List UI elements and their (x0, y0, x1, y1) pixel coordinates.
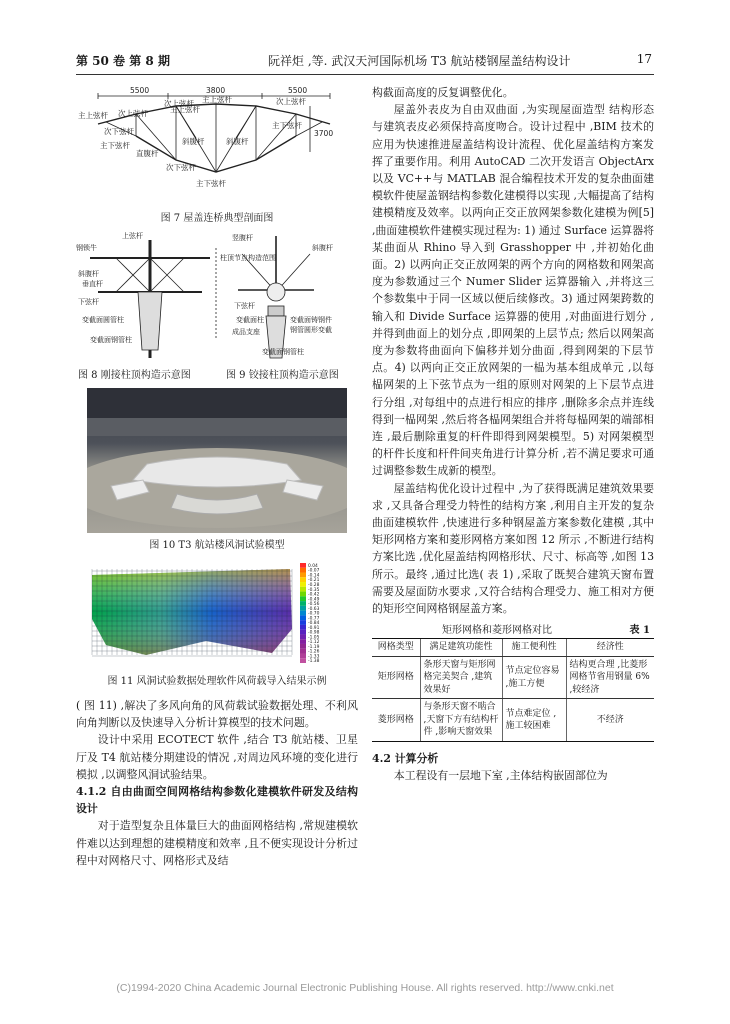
paragraph: 本工程设有一层地下室 ,主体结构嵌固部位为 (393, 769, 608, 782)
left-column (76, 84, 358, 869)
legend-swatch (300, 582, 306, 587)
wind-load-heatmap (86, 557, 330, 669)
paragraph: 屋盖结构优化设计过程中 ,为了获得既满足建筑效果要求 ,又具备合理受力特性的结构方案 ,利用自主开发的复杂曲面建模软件 ,快速进行多种钢屋盖方案参数化建模 ,其中矩形网格方案和菱形网格方案如图 12 所示 ,不断进行结构方案比选 ,优化屋盖结构网格形状、尺寸、标高等 ,如图 13 所示。最终 ,通过比选( 表 1) ,采取了既契合建筑天窗布置需要及屋面防水要求 ,又符合结构合理受力、施工相对方便的矩形空间网格钢屋盖方案。 (372, 481, 654, 616)
legend-swatch (300, 596, 306, 601)
legend-swatch (300, 587, 306, 592)
table-header-cell: 施工便利性 (502, 639, 566, 657)
fig9-label: 下弦杆 (234, 302, 255, 310)
figure-11-caption: 图 11 风洞试验数据处理软件风荷载导入结果示例 (107, 676, 327, 687)
fig8-label: 上弦杆 (122, 232, 143, 240)
legend-value: -0.14 (308, 573, 320, 579)
table-header-cell: 满足建筑功能性 (420, 639, 502, 657)
section-heading-4-2: 4.2 计算分析 (372, 751, 439, 765)
section-heading-4-1-2: 4.1.2 自由曲面空间网格结构参数化建模软件研发及结构设计 (76, 785, 358, 816)
table-cell: 条形天窗与矩形网格完美契合 ,建筑效果好 (420, 656, 502, 699)
legend-value: -1.12 (308, 640, 320, 646)
legend-swatch (300, 568, 306, 573)
fig8-label: 垂直杆 (82, 280, 103, 288)
legend-swatch (300, 653, 306, 658)
fig8-vertical-label: 柱顶节点构造范围 (220, 254, 276, 262)
legend-value: -1.19 (308, 644, 320, 650)
legend-swatch (300, 563, 306, 568)
fig7-label: 斜腹杆 (226, 137, 249, 146)
fig7-label: 斜腹杆 (182, 137, 205, 146)
legend-swatch (300, 611, 306, 616)
legend-value: -0.28 (308, 583, 320, 589)
fig7-dim-3: 5500 (288, 86, 308, 95)
legend-swatch (300, 630, 306, 635)
legend-value: -0.63 (308, 606, 320, 612)
fig9-label: 斜腹杆 (312, 244, 333, 252)
fig7-label: 主下弦杆 (100, 141, 130, 150)
right-body-text (372, 84, 654, 617)
section-4-2 (372, 750, 654, 784)
legend-swatch (300, 577, 306, 582)
legend-swatch (300, 573, 306, 578)
fig9-label: 变截面钢管柱 (262, 348, 304, 356)
legend-swatch (300, 649, 306, 654)
legend-swatch (300, 634, 306, 639)
table-cell: 菱形网格 (372, 699, 420, 742)
fig9-label: 变截面柱 (236, 316, 264, 324)
fig7-dim-2: 3800 (206, 86, 226, 95)
fig7-label: 次下弦杆 (166, 163, 196, 172)
table-row (372, 656, 654, 699)
legend-value: -0.70 (308, 611, 320, 617)
figure-7-caption: 图 7 屋盖连桥典型剖面图 (160, 213, 274, 224)
legend-value: -0.49 (308, 597, 320, 603)
paragraph: 屋盖外表皮为自由双曲面 ,为实现屋面造型 结构形态与建筑表皮必须保持高度吻合。设计过程中 ,BIM 技术的应用为快速推进屋盖结构设计流程、优化屋盖结构方案发挥了重要作用。利用 AutoCAD 二次开发语言 ObjectArx 以及 VC++与 MATLAB 混合编程技术开发的复杂曲面建模软件使屋盖钢结构参数化建模得以实现 ,大幅提高了结构建模精度及效率。以两向正交正放网架参数化建模为例[5] ,曲面建模软件建模实现过程为: 1) 通过 Surface 运算器将某曲面从 Rhino 导入到 Grasshopper 中 ,并初始化曲面。2) 以两向正交正放网架的两个方向的网格数和网架高度为参数通过三个 Numer Slider 运算器输入 ,并将这三个参数集中于同一区域以便后续修改。3) 通过网架跨数的输入和 Divide Surface 运算器的使用 ,对曲面进行划分 ,并得到曲面上的划分点 ,即网架的上层节点; 然后以网架高度为参数将曲面向下偏移并划分曲面 ,得到网架的下层节点。4) 以两向正交正放网架的一榀为基本组成单元 ,以每榀网架的上下弦节点为一组的原则对网架的上下层节点进行分组 ,对每组中的点进行相应的排序 ,删除多余点并连线得到一榀网架 ,然后将各榀网架组合并将每榀网架的端部相连 ,最后删除重复的杆件即得到网架模型。5) 对网架模型的杆件长度和杆件间夹角进行计算分析 ,若不满足要求可通过调整参数生成新的模型。 (372, 103, 654, 478)
fig9-label: 成品支座 (232, 328, 260, 336)
fig8-label: 斜腹杆 (78, 270, 99, 278)
fig7-label: 次上弦杆 (164, 99, 194, 108)
table-title: 矩形网格和菱形网格对比 (442, 625, 552, 637)
table-header-cell: 经济性 (566, 639, 654, 657)
legend-value: -1.38 (308, 659, 320, 665)
left-body-text (76, 697, 358, 869)
fig7-height-dim: 3700 (314, 129, 334, 138)
table-cell: 不经济 (566, 699, 654, 742)
table-cell: 节点定位容易 ,施工方便 (502, 656, 566, 699)
legend-value: -0.91 (308, 625, 320, 631)
table-number: 表 1 (629, 625, 650, 637)
bridge-section-drawing (76, 84, 358, 202)
fig7-label: 次下弦杆 (104, 127, 134, 136)
legend-swatch (300, 615, 306, 620)
legend-swatch (300, 644, 306, 649)
fig7-dim-1: 5500 (130, 86, 150, 95)
legend-value: 0.04 (308, 563, 318, 569)
legend-swatch (300, 658, 306, 663)
legend-value: -0.98 (308, 630, 320, 636)
fig7-label: 直腹杆 (136, 149, 159, 158)
legend-value: -0.77 (308, 616, 320, 622)
fig8-label: 下弦杆 (78, 298, 99, 306)
fig7-label: 主上弦杆 (78, 111, 108, 120)
fig8-label: 变截面钢管柱 (90, 336, 132, 344)
header-rule (76, 74, 654, 75)
legend-value: -0.35 (308, 587, 320, 593)
legend-value: -0.84 (308, 621, 320, 627)
legend-value: -0.42 (308, 592, 320, 598)
fig7-label: 主下弦杆 (272, 121, 302, 130)
page-number: 17 (636, 52, 652, 66)
paragraph: 对于造型复杂且体量巨大的曲面网格结构 ,常规建模软件难以达到理想的建模精度和效率 ,且不便实现设计分析过程中对网格尺寸、网格形式及结 (76, 819, 358, 867)
table-cell: 与条形天窗不啮合 ,天窗下方有结构杆件 ,影响天窗效果 (420, 699, 502, 742)
legend-value: -1.26 (308, 649, 320, 655)
legend-value: -1.33 (308, 654, 320, 660)
figures-8-9 (76, 230, 358, 382)
paragraph: ( 图 11) ,解决了多风向角的风荷载试验数据处理、不利风向角判断以及快速导入分析计算模型的技术问题。 (76, 699, 358, 730)
grid-comparison-table (372, 638, 654, 742)
figure-10 (76, 388, 358, 551)
column-top-drawings (76, 230, 358, 362)
legend-swatch (300, 606, 306, 611)
paragraph: 设计中采用 ECOTECT 软件 ,结合 T3 航站楼、卫星厅及 T4 航站楼分期建设的情况 ,对周边风环境的变化进行模拟 ,以调整风洞试验结果。 (76, 733, 358, 781)
table-cell: 矩形网格 (372, 656, 420, 699)
table-cell: 结构更合理 ,比菱形网格节省用钢量 6% ,较经济 (566, 656, 654, 699)
running-title: 阮祥炬 ,等. 武汉天河国际机场 T3 航站楼钢屋盖结构设计 (268, 54, 571, 68)
fig9-right-label: 钢管圆形变截 (290, 326, 332, 334)
table-row (372, 699, 654, 742)
copyright-footer: (C)1994-2020 China Academic Journal Electronic Publishing House. All rights reserved. http://www.cnki.net (116, 982, 614, 994)
table-cell: 节点难定位 ,施工较困难 (502, 699, 566, 742)
legend-swatch (300, 592, 306, 597)
legend-swatch (300, 601, 306, 606)
right-column (372, 84, 654, 784)
table-header-cell: 网格类型 (372, 639, 420, 657)
journal-volume-issue: 第 50 卷 第 8 期 (76, 54, 170, 68)
legend-swatch (300, 625, 306, 630)
fig9-right-label: 变截面铸钢件 (290, 316, 332, 324)
table-header-row (372, 639, 654, 657)
fig9-label: 竖腹杆 (232, 234, 253, 242)
figure-9-caption: 图 9 铰接柱顶构造示意图 (226, 370, 339, 381)
legend-value: -0.56 (308, 602, 320, 608)
fig7-label: 次上弦杆 (118, 109, 148, 118)
fig7-label: 次上弦杆 (276, 97, 306, 106)
wind-tunnel-model-photo (87, 388, 347, 533)
figure-8-caption: 图 8 刚接柱顶构造示意图 (78, 370, 191, 381)
figure-7 (76, 84, 358, 224)
fig8-label: 钢锁牛 (76, 244, 97, 252)
legend-swatch (300, 639, 306, 644)
legend-value: -0.21 (308, 578, 320, 584)
fig7-label: 主上弦杆 (202, 95, 232, 104)
page-header (76, 50, 654, 72)
paragraph: 构截面高度的反复调整优化。 (372, 86, 514, 99)
figure-10-caption: 图 10 T3 航站楼风洞试验模型 (149, 540, 285, 551)
table-1-title (372, 621, 654, 635)
legend-value: -1.05 (308, 635, 320, 641)
fig7-label: 主下弦杆 (196, 179, 226, 188)
legend-swatch (300, 620, 306, 625)
legend-value: -0.07 (308, 568, 320, 574)
fig8-label: 变截面圆管柱 (82, 316, 124, 324)
fig7-label: 主上弦杆 (170, 105, 200, 114)
figure-11 (76, 557, 358, 687)
